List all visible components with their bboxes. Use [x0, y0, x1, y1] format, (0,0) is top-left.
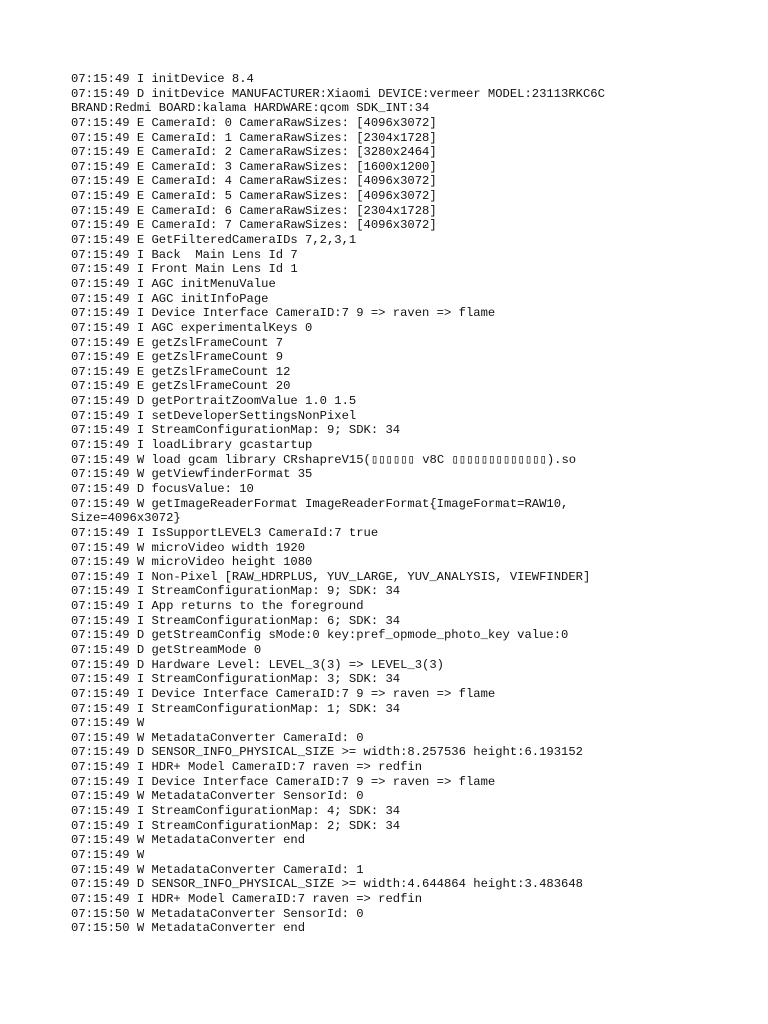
- log-line: 07:15:49 W MetadataConverter CameraId: 0: [71, 730, 364, 745]
- log-line: 07:15:49 I setDeveloperSettingsNonPixel: [71, 408, 357, 423]
- log-line: 07:15:49 I Front Main Lens Id 1: [71, 262, 298, 277]
- log-line: 07:15:49 I loadLibrary gcastartup: [71, 438, 313, 453]
- log-line: 07:15:49 E getZslFrameCount 12: [71, 364, 291, 379]
- log-line: 07:15:49 W: [71, 847, 145, 862]
- log-line: 07:15:49 I Device Interface CameraID:7 9 => raven => flame: [71, 306, 496, 321]
- log-line: 07:15:49 E getZslFrameCount 7: [71, 335, 284, 350]
- log-line: 07:15:49 I Non-Pixel [RAW_HDRPLUS, YUV_LARGE, YUV_ANALYSIS, VIEWFINDER]: [71, 569, 591, 584]
- log-line: 07:15:49 E CameraId: 5 CameraRawSizes: [4096x3072]: [71, 189, 437, 204]
- log-line: 07:15:49 D initDevice MANUFACTURER:Xiaomi DEVICE:vermeer MODEL:23113RKC6C: [71, 86, 605, 101]
- log-line: 07:15:49 E GetFilteredCameraIDs 7,2,3,1: [71, 233, 357, 248]
- log-line: 07:15:49 E CameraId: 0 CameraRawSizes: [4096x3072]: [71, 115, 437, 130]
- log-line: 07:15:49 E CameraId: 3 CameraRawSizes: [1600x1200]: [71, 159, 437, 174]
- log-line: 07:15:49 D SENSOR_INFO_PHYSICAL_SIZE >= width:8.257536 height:6.193152: [71, 745, 583, 760]
- log-line: 07:15:49 I StreamConfigurationMap: 9; SDK: 34: [71, 423, 401, 438]
- log-line: 07:15:49 E CameraId: 2 CameraRawSizes: [3280x2464]: [71, 145, 437, 160]
- log-line: 07:15:49 I StreamConfigurationMap: 6; SDK: 34: [71, 613, 401, 628]
- log-line: 07:15:49 W getImageReaderFormat ImageReaderFormat{ImageFormat=RAW10,: [71, 496, 569, 511]
- log-line: 07:15:49 I AGC initInfoPage: [71, 291, 269, 306]
- log-line: 07:15:49 E CameraId: 4 CameraRawSizes: [4096x3072]: [71, 174, 437, 189]
- log-line: 07:15:49 I StreamConfigurationMap: 1; SDK: 34: [71, 701, 401, 716]
- log-line: 07:15:49 I StreamConfigurationMap: 2; SDK: 34: [71, 818, 401, 833]
- log-line: Size=4096x3072}: [71, 511, 181, 526]
- log-line: 07:15:49 W MetadataConverter CameraId: 1: [71, 862, 364, 877]
- log-line: 07:15:49 E getZslFrameCount 20: [71, 379, 291, 394]
- log-line: 07:15:49 E CameraId: 1 CameraRawSizes: [2304x1728]: [71, 130, 437, 145]
- log-line: 07:15:49 I StreamConfigurationMap: 3; SDK: 34: [71, 672, 401, 687]
- log-line: 07:15:49 D SENSOR_INFO_PHYSICAL_SIZE >= width:4.644864 height:3.483648: [71, 877, 583, 892]
- log-line: 07:15:49 W getViewfinderFormat 35: [71, 467, 313, 482]
- log-line: 07:15:49 W MetadataConverter end: [71, 833, 306, 848]
- log-line: 07:15:49 I IsSupportLEVEL3 CameraId:7 true: [71, 525, 379, 540]
- log-line: 07:15:49 D Hardware Level: LEVEL_3(3) => LEVEL_3(3): [71, 657, 444, 672]
- log-line: 07:15:49 I AGC initMenuValue: [71, 276, 276, 291]
- log-line: 07:15:49 W microVideo height 1080: [71, 555, 313, 570]
- log-line: 07:15:50 W MetadataConverter SensorId: 0: [71, 906, 364, 921]
- log-line: 07:15:49 E CameraId: 7 CameraRawSizes: [4096x3072]: [71, 218, 437, 233]
- log-line: 07:15:50 W MetadataConverter end: [71, 921, 306, 936]
- log-line: 07:15:49 I AGC experimentalKeys 0: [71, 320, 313, 335]
- log-line: 07:15:49 I StreamConfigurationMap: 9; SDK: 34: [71, 584, 401, 599]
- log-line: 07:15:49 W microVideo width 1920: [71, 540, 306, 555]
- log-line: 07:15:49 D getPortraitZoomValue 1.0 1.5: [71, 394, 357, 409]
- log-line: 07:15:49 D focusValue: 10: [71, 481, 254, 496]
- log-line: 07:15:49 D getStreamMode 0: [71, 642, 262, 657]
- log-line: 07:15:49 W load gcam library CRshapreV15(▯▯▯▯▯▯ v8C ▯▯▯▯▯▯▯▯▯▯▯▯▯).so: [71, 452, 577, 467]
- log-line: 07:15:49 E getZslFrameCount 9: [71, 350, 284, 365]
- log-line: 07:15:49 I App returns to the foreground: [71, 599, 364, 614]
- log-line: 07:15:49 W: [71, 716, 145, 731]
- log-line: 07:15:49 D getStreamConfig sMode:0 key:pref_opmode_photo_key value:0: [71, 628, 569, 643]
- log-text: [71, 72, 751, 936]
- log-line: 07:15:49 I StreamConfigurationMap: 4; SDK: 34: [71, 804, 401, 819]
- log-line: 07:15:49 E CameraId: 6 CameraRawSizes: [2304x1728]: [71, 203, 437, 218]
- log-line: 07:15:49 I HDR+ Model CameraID:7 raven => redfin: [71, 760, 423, 775]
- log-line: 07:15:49 I Device Interface CameraID:7 9 => raven => flame: [71, 774, 496, 789]
- log-line: 07:15:49 I initDevice 8.4: [71, 72, 254, 86]
- log-line: 07:15:49 I Back Main Lens Id 7: [71, 247, 298, 262]
- log-line: 07:15:49 I Device Interface CameraID:7 9 => raven => flame: [71, 686, 496, 701]
- log-line: 07:15:49 I HDR+ Model CameraID:7 raven => redfin: [71, 891, 423, 906]
- log-line: BRAND:Redmi BOARD:kalama HARDWARE:qcom SDK_INT:34: [71, 101, 430, 116]
- log-line: 07:15:49 W MetadataConverter SensorId: 0: [71, 789, 364, 804]
